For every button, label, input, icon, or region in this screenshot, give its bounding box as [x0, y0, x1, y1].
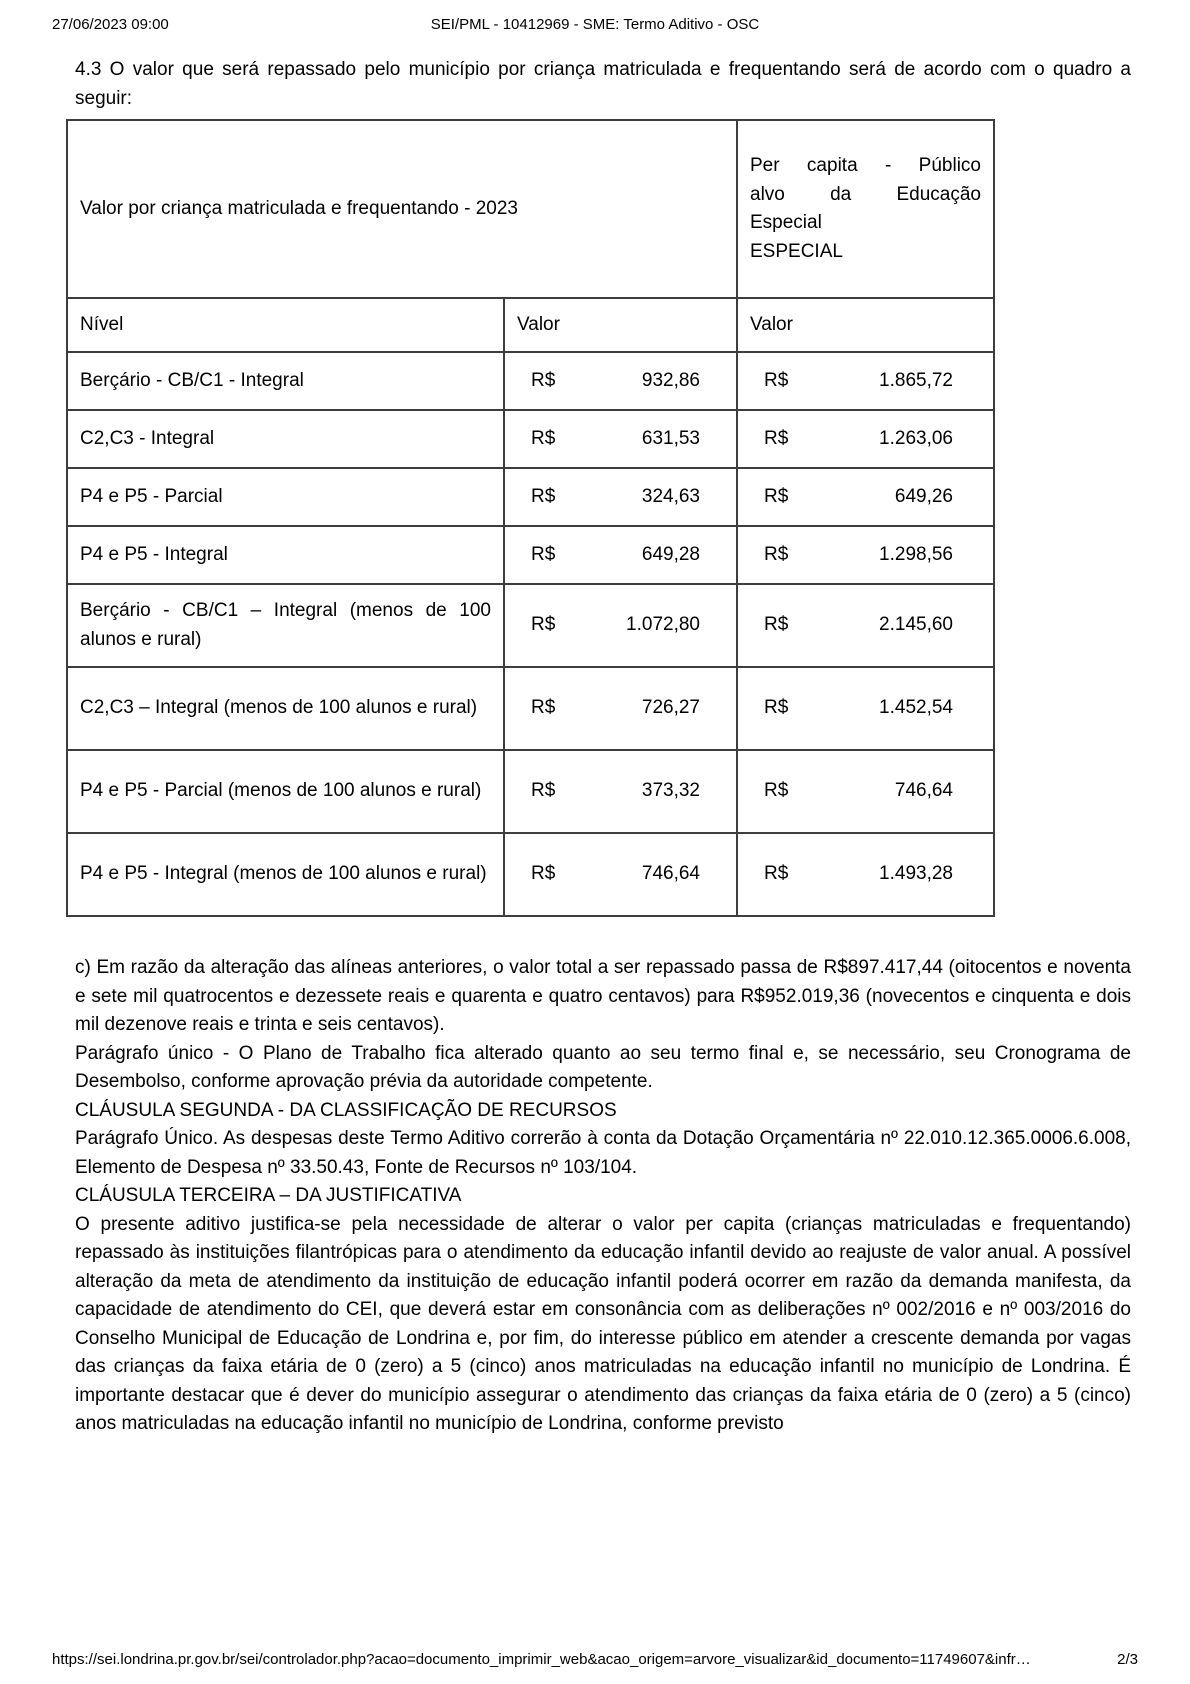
heading-clausula-terceira: CLÁUSULA TERCEIRA – DA JUSTIFICATIVA — [75, 1185, 462, 1206]
amount-value: 726,27 — [641, 697, 700, 719]
per-capita-valor-cell — [737, 468, 994, 526]
nivel-cell: Berçário - CB/C1 - Integral — [67, 352, 504, 410]
currency-label: R$ — [531, 614, 556, 636]
values-table — [66, 119, 995, 917]
table-row — [67, 410, 994, 468]
column-header-nivel: Nível — [67, 298, 504, 352]
amount-value: 1.298,56 — [879, 543, 953, 565]
per-capita-valor-cell — [737, 352, 994, 410]
valor-cell — [504, 526, 737, 584]
amount-value: 1.493,28 — [879, 863, 953, 885]
amount-value: 649,26 — [894, 485, 953, 507]
currency-label: R$ — [531, 780, 556, 802]
amount-value: 373,32 — [641, 780, 700, 802]
currency-label: R$ — [764, 697, 789, 719]
valor-cell — [504, 410, 737, 468]
table-row — [67, 750, 994, 833]
header-datetime: 27/06/2023 09:00 — [52, 16, 169, 33]
paragraph-4-3: 4.3 O valor que será repassado pelo município por criança matriculada e frequentando será de acordo com o quadro a seguir: — [75, 59, 1131, 109]
per-capita-header-line: alvo da Educação — [750, 183, 981, 205]
amount-value: 1.263,06 — [879, 427, 953, 449]
nivel-cell: P4 e P5 - Parcial — [67, 468, 504, 526]
print-footer — [0, 1650, 1190, 1670]
document-body — [0, 56, 1190, 1439]
amount-value: 631,53 — [641, 427, 700, 449]
footer-page-number: 2/3 — [1117, 1651, 1138, 1668]
amount-value: 2.145,60 — [879, 614, 953, 636]
footer-url: https://sei.londrina.pr.gov.br/sei/controlador.php?acao=documento_imprimir_web&acao_origem=arvore_visualizar&id_documento=11749607&infr… — [52, 1651, 1031, 1668]
amount-value: 932,86 — [641, 369, 700, 391]
currency-label: R$ — [531, 485, 556, 507]
amount-value: 746,64 — [641, 863, 700, 885]
paragraph-justificativa: O presente aditivo justifica-se pela necessidade de alterar o valor per capita (crianças matriculadas e frequentando) repassado às instituições filantrópicas para o atendimento da educação infantil devido ao reajuste de valor anual. A possível alteração da meta de atendimento da instituição de educação infantil poderá ocorrer em razão da demanda manifesta, da capacidade de atendimento do CEI, que deverá estar em consonância com as deliberações nº 002/2016 e nº 003/2016 do Conselho Municipal de Educação de Londrina e, por fim, do interesse público em atender a crescente demanda por vagas das crianças da faixa etária de 0 (zero) a 5 (cinco) anos matriculadas na educação infantil no município de Londrina. É importante destacar que é dever do município assegurar o atendimento das crianças da faixa etária de 0 (zero) a 5 (cinco) anos matriculadas na educação infantil no município de Londrina, conforme previsto — [75, 1213, 1131, 1434]
valor-cell — [504, 750, 737, 833]
currency-label: R$ — [531, 427, 556, 449]
valor-cell — [504, 833, 737, 916]
currency-label: R$ — [764, 485, 789, 507]
column-header-valor: Valor — [504, 298, 737, 352]
currency-label: R$ — [531, 863, 556, 885]
per-capita-header-line: Especial — [750, 212, 822, 233]
per-capita-valor-cell — [737, 584, 994, 667]
currency-label: R$ — [531, 543, 556, 565]
currency-label: R$ — [531, 369, 556, 391]
per-capita-valor-cell — [737, 526, 994, 584]
valor-cell — [504, 667, 737, 750]
currency-label: R$ — [531, 697, 556, 719]
per-capita-header-line: Per capita - Público — [750, 155, 981, 176]
valor-cell — [504, 584, 737, 667]
table-row — [67, 526, 994, 584]
nivel-cell: C2,C3 - Integral — [67, 410, 504, 468]
nivel-cell: P4 e P5 - Parcial (menos de 100 alunos e rural) — [67, 750, 504, 833]
amount-value: 324,63 — [641, 485, 700, 507]
column-header-valor-per-capita: Valor — [737, 298, 994, 352]
valor-cell — [504, 468, 737, 526]
nivel-cell: C2,C3 – Integral (menos de 100 alunos e rural) — [67, 667, 504, 750]
print-header — [0, 14, 1190, 36]
nivel-cell: Berçário - CB/C1 – Integral (menos de 100 alunos e rural) — [67, 584, 504, 667]
per-capita-valor-cell — [737, 750, 994, 833]
nivel-cell: P4 e P5 - Integral — [67, 526, 504, 584]
per-capita-valor-cell — [737, 667, 994, 750]
paragraph-paragrafo-unico-dotacao: Parágrafo Único. As despesas deste Termo Aditivo correrão à conta da Dotação Orçamentária nº 22.010.12.365.0006.6.008, Elemento de Despesa nº 33.50.43, Fonte de Recursos nº 103/104. — [75, 1128, 1131, 1178]
currency-label: R$ — [764, 543, 789, 565]
per-capita-header-cell — [737, 120, 994, 298]
column-header-row — [67, 298, 994, 352]
currency-label: R$ — [764, 427, 789, 449]
valor-cell — [504, 352, 737, 410]
table-title-cell: Valor por criança matriculada e frequentando - 2023 — [67, 120, 737, 298]
currency-label: R$ — [764, 780, 789, 802]
amount-value: 649,28 — [641, 543, 700, 565]
paragraph-item-c: c) Em razão da alteração das alíneas anteriores, o valor total a ser repassado passa de R$897.417,44 (oitocentos e noventa e sete mil quatrocentos e dezessete reais e quarenta e quatro centavos) para R$952.019,36 (novecentos e cinquenta e dois mil dezenove reais e trinta e seis centavos). — [75, 957, 1131, 1035]
amount-value: 746,64 — [894, 780, 953, 802]
table-row — [67, 667, 994, 750]
per-capita-valor-cell — [737, 833, 994, 916]
amount-value: 1.072,80 — [626, 614, 700, 636]
table-header-row — [67, 120, 994, 298]
nivel-cell: P4 e P5 - Integral (menos de 100 alunos e rural) — [67, 833, 504, 916]
currency-label: R$ — [764, 863, 789, 885]
table-row — [67, 352, 994, 410]
table-row — [67, 584, 994, 667]
paragraph-paragrafo-unico-plano: Parágrafo único - O Plano de Trabalho fica alterado quanto ao seu termo final e, se necessário, seu Cronograma de Desembolso, conforme aprovação prévia da autoridade competente. — [75, 1042, 1131, 1092]
amount-value: 1.865,72 — [879, 369, 953, 391]
header-document-title: SEI/PML - 10412969 - SME: Termo Aditivo - OSC — [430, 16, 760, 33]
currency-label: R$ — [764, 369, 789, 391]
amount-value: 1.452,54 — [879, 697, 953, 719]
per-capita-valor-cell — [737, 410, 994, 468]
currency-label: R$ — [764, 614, 789, 636]
table-row — [67, 468, 994, 526]
heading-clausula-segunda: CLÁUSULA SEGUNDA - DA CLASSIFICAÇÃO DE RECURSOS — [75, 1099, 617, 1121]
per-capita-header-line: ESPECIAL — [750, 240, 843, 262]
table-row — [67, 833, 994, 916]
